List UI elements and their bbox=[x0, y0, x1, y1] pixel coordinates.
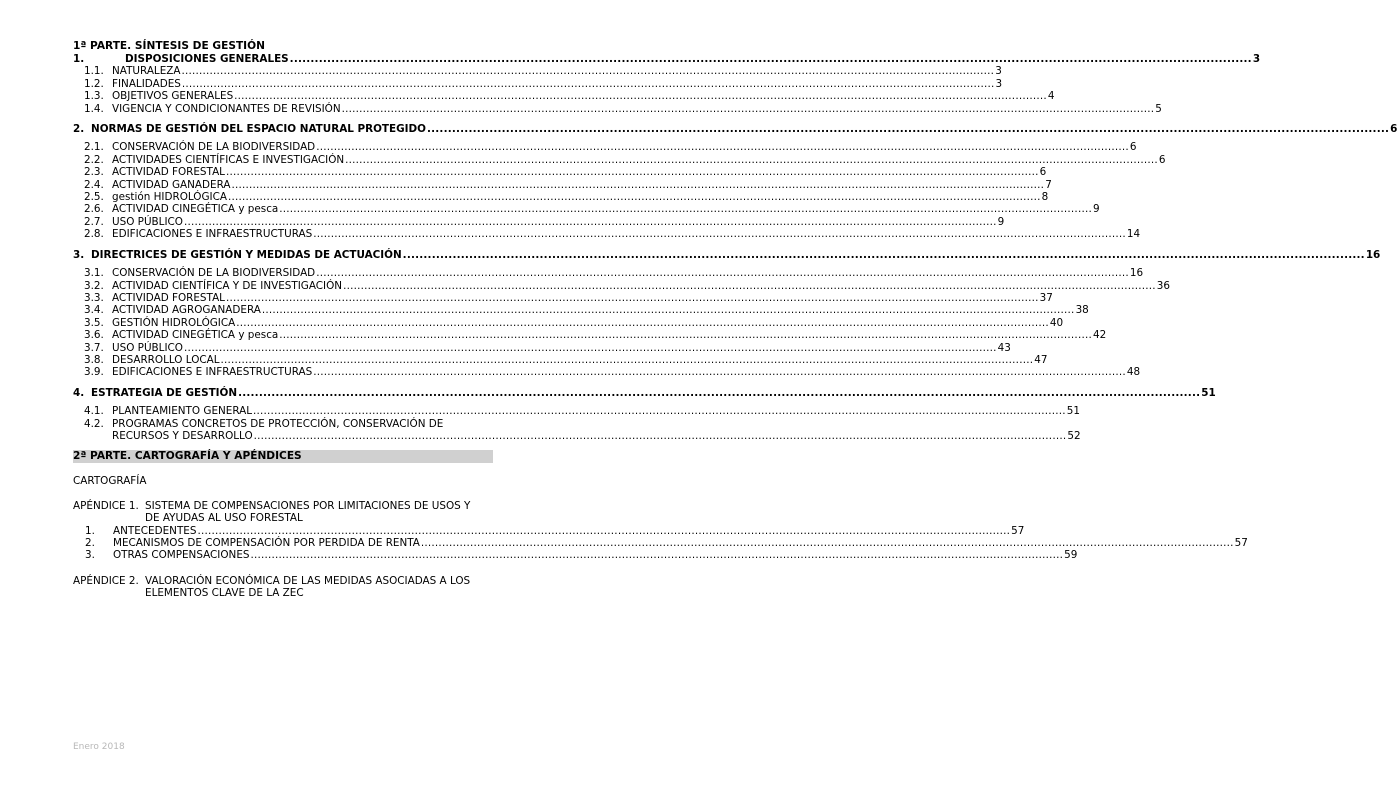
item-number: 2.4. bbox=[84, 178, 104, 191]
item-title: ACTIVIDAD FORESTAL bbox=[112, 166, 225, 179]
item-title: EDIFICACIONES E INFRAESTRUCTURAS bbox=[112, 366, 313, 379]
section-number: 2. bbox=[73, 123, 85, 136]
toc-item-2-7[interactable] bbox=[73, 215, 1005, 228]
toc-item-3-8[interactable] bbox=[73, 353, 1048, 366]
toc-item-4-1[interactable] bbox=[73, 405, 1080, 418]
page-number: 51 bbox=[1201, 386, 1216, 399]
item-title: MECANISMOS DE COMPENSACIÓN POR PERDIDA DE RENTA bbox=[113, 537, 420, 549]
page-number: 36 bbox=[1156, 279, 1170, 292]
section-title: DIRECTRICES DE GESTIÓN Y MEDIDAS DE ACTUACIÓN bbox=[91, 248, 402, 261]
leader-dots bbox=[316, 141, 1129, 153]
page-number: 48 bbox=[1126, 366, 1141, 379]
toc-item-3-7[interactable] bbox=[73, 341, 1011, 354]
toc-item-2-4[interactable] bbox=[73, 178, 1052, 191]
item-title: OTRAS COMPENSACIONES bbox=[113, 549, 250, 562]
toc-item-2-6[interactable] bbox=[73, 203, 1100, 216]
leader-dots bbox=[232, 179, 1045, 191]
item-title: VIGENCIA Y CONDICIONANTES DE REVISIÓN bbox=[112, 102, 341, 115]
toc-item-2-2[interactable] bbox=[73, 153, 1166, 166]
item-number: 1. bbox=[85, 524, 95, 537]
page-number: 42 bbox=[1092, 329, 1107, 342]
leader-dots bbox=[228, 191, 1041, 203]
item-number: 2.7. bbox=[84, 215, 104, 228]
item-number: 1.3. bbox=[84, 90, 104, 103]
toc-item-3-2[interactable] bbox=[73, 279, 1170, 292]
page-number: 14 bbox=[1126, 228, 1141, 241]
toc-item-3-1[interactable] bbox=[73, 267, 1144, 280]
page-number: 57 bbox=[1011, 524, 1025, 537]
item-title: ACTIVIDAD FORESTAL bbox=[112, 291, 225, 304]
item-title: DESARROLLO LOCAL bbox=[112, 353, 220, 366]
leader-dots bbox=[236, 317, 1049, 329]
leader-dots bbox=[221, 354, 1034, 366]
appendix-title bbox=[145, 500, 493, 525]
item-number: 3.6. bbox=[84, 329, 104, 342]
cartografia-heading[interactable]: CARTOGRAFÍA bbox=[73, 475, 147, 488]
item-number: 2.6. bbox=[84, 203, 104, 216]
part2-title: 2ª PARTE. CARTOGRAFÍA Y APÉNDICES bbox=[73, 450, 493, 463]
section-number: 1. bbox=[73, 53, 85, 65]
item-title: NATURALEZA bbox=[112, 65, 181, 78]
appendix-2[interactable] bbox=[73, 575, 493, 600]
appendix-1-item-1[interactable] bbox=[73, 524, 1025, 537]
section-number: 4. bbox=[73, 386, 85, 399]
item-number: 4.2. bbox=[84, 417, 104, 430]
toc-item-3-3[interactable] bbox=[73, 291, 1053, 304]
toc-item-2-5[interactable] bbox=[73, 191, 1049, 204]
item-number: 3.8. bbox=[84, 353, 104, 366]
item-title-continued: RECURSOS Y DESARROLLO bbox=[112, 429, 253, 442]
leader-dots bbox=[421, 537, 1234, 549]
leader-dots bbox=[290, 53, 1252, 65]
leader-dots bbox=[345, 154, 1158, 166]
appendix-1-item-2[interactable] bbox=[73, 537, 1248, 549]
item-number: 3.2. bbox=[84, 279, 104, 292]
item-number: 1.2. bbox=[84, 77, 104, 90]
item-title: FINALIDADES bbox=[112, 77, 181, 90]
footer-date: Enero 2018 bbox=[73, 742, 125, 752]
toc-section-3[interactable] bbox=[73, 248, 1381, 261]
page-number: 6 bbox=[1039, 166, 1047, 179]
toc-item-4-2-line1[interactable] bbox=[73, 418, 493, 430]
leader-dots bbox=[254, 430, 1067, 442]
toc-item-1-3[interactable] bbox=[73, 90, 1055, 103]
page-number: 47 bbox=[1034, 353, 1048, 366]
leader-dots bbox=[343, 280, 1156, 292]
item-title: USO PÚBLICO bbox=[112, 215, 183, 228]
appendix-title-line2: ELEMENTOS CLAVE DE LA ZEC bbox=[145, 587, 304, 600]
toc-item-1-2[interactable] bbox=[73, 77, 1003, 90]
toc-item-1-1[interactable] bbox=[73, 65, 1002, 78]
page-number: 8 bbox=[1041, 191, 1049, 204]
section-title: DISPOSICIONES GENERALES bbox=[125, 53, 289, 65]
part1-title: 1ª PARTE. SÍNTESIS DE GESTIÓN bbox=[73, 40, 265, 52]
leader-dots bbox=[316, 267, 1129, 279]
item-number: 2.8. bbox=[84, 228, 104, 241]
item-title: GESTIÓN HIDROLÓGICA bbox=[112, 316, 236, 329]
item-title: ANTECEDENTES bbox=[113, 524, 197, 537]
item-number: 3. bbox=[85, 549, 95, 562]
leader-dots bbox=[313, 228, 1126, 240]
item-number: 2.1. bbox=[84, 141, 104, 154]
item-title: ACTIVIDAD CIENTÍFICA Y DE INVESTIGACIÓN bbox=[112, 279, 343, 292]
leader-dots bbox=[250, 549, 1063, 561]
appendix-label: APÉNDICE 2. bbox=[73, 574, 139, 587]
item-title: gestión HIDROLÓGICA bbox=[112, 191, 227, 204]
table-of-contents bbox=[73, 40, 1397, 600]
toc-item-4-2-line2[interactable] bbox=[73, 429, 1081, 442]
page-number: 6 bbox=[1390, 123, 1397, 136]
page-number: 3 bbox=[1252, 53, 1261, 65]
item-title: EDIFICACIONES E INFRAESTRUCTURAS bbox=[112, 228, 313, 241]
item-number: 1.1. bbox=[84, 65, 104, 78]
item-number: 3.9. bbox=[84, 366, 104, 379]
item-number: 4.1. bbox=[84, 405, 104, 418]
section-number: 3. bbox=[73, 248, 85, 261]
toc-item-1-4[interactable] bbox=[73, 102, 1162, 115]
leader-dots bbox=[262, 304, 1075, 316]
item-title: ACTIVIDAD CINEGÉTICA y pesca bbox=[112, 203, 279, 216]
toc-section-1[interactable] bbox=[73, 53, 1261, 65]
item-title: PROGRAMAS CONCRETOS DE PROTECCIÓN, CONSERVACIÓN DE bbox=[112, 417, 444, 430]
toc-item-3-4[interactable] bbox=[73, 304, 1089, 317]
page-number: 7 bbox=[1045, 178, 1052, 191]
appendix-title bbox=[145, 575, 493, 600]
toc-section-4[interactable] bbox=[73, 386, 1216, 399]
page-number: 43 bbox=[997, 341, 1011, 354]
leader-dots bbox=[226, 166, 1039, 178]
item-title: ACTIVIDAD AGROGANADERA bbox=[112, 304, 261, 317]
leader-dots bbox=[253, 405, 1066, 417]
leader-dots bbox=[197, 525, 1010, 537]
page-number: 57 bbox=[1234, 537, 1248, 549]
page-number: 6 bbox=[1158, 153, 1166, 166]
page-number: 59 bbox=[1064, 549, 1078, 562]
appendix-title-line1: VALORACIÓN ECONÓMICA DE LAS MEDIDAS ASOCIADAS A LOS bbox=[145, 574, 471, 587]
toc-section-2[interactable] bbox=[73, 123, 1397, 136]
item-number: 2.2. bbox=[84, 153, 104, 166]
leader-dots bbox=[184, 342, 997, 354]
appendix-title-line2: DE AYUDAS AL USO FORESTAL bbox=[145, 512, 303, 525]
item-title: USO PÚBLICO bbox=[112, 341, 183, 354]
toc-item-2-3[interactable] bbox=[73, 166, 1047, 179]
item-number: 3.4. bbox=[84, 304, 104, 317]
toc-item-3-6[interactable] bbox=[73, 329, 1107, 342]
page-number: 6 bbox=[1129, 141, 1137, 154]
page-number: 16 bbox=[1129, 267, 1144, 280]
page-number: 4 bbox=[1047, 90, 1055, 103]
item-number: 3.7. bbox=[84, 341, 104, 354]
leader-dots bbox=[238, 387, 1200, 399]
section-title: ESTRATEGIA DE GESTIÓN bbox=[91, 386, 238, 399]
item-number: 2. bbox=[85, 537, 95, 549]
toc-item-2-8[interactable] bbox=[73, 228, 1141, 241]
leader-dots bbox=[182, 78, 995, 90]
item-title: ACTIVIDAD CINEGÉTICA y pesca bbox=[112, 329, 279, 342]
item-title: ACTIVIDAD GANADERA bbox=[112, 178, 231, 191]
leader-dots bbox=[342, 103, 1155, 115]
item-title: OBJETIVOS GENERALES bbox=[112, 90, 234, 103]
page-number: 51 bbox=[1066, 405, 1080, 418]
leader-dots bbox=[226, 292, 1039, 304]
page-number: 9 bbox=[997, 215, 1005, 228]
item-title: CONSERVACIÓN DE LA BIODIVERSIDAD bbox=[112, 141, 316, 154]
page-number: 9 bbox=[1092, 203, 1100, 216]
item-title: ACTIVIDADES CIENTÍFICAS E INVESTIGACIÓN bbox=[112, 153, 345, 166]
toc-item-2-1[interactable] bbox=[73, 141, 1137, 154]
page-number: 38 bbox=[1075, 304, 1089, 317]
item-number: 3.1. bbox=[84, 267, 104, 280]
leader-dots bbox=[234, 90, 1047, 102]
leader-dots bbox=[279, 329, 1092, 341]
page-number: 3 bbox=[995, 77, 1003, 90]
page-number: 40 bbox=[1049, 316, 1064, 329]
page-number: 52 bbox=[1067, 429, 1081, 442]
leader-dots bbox=[279, 203, 1092, 215]
leader-dots bbox=[403, 249, 1365, 261]
leader-dots bbox=[182, 65, 995, 77]
appendix-1-item-3[interactable] bbox=[73, 549, 1078, 562]
leader-dots bbox=[313, 366, 1126, 378]
toc-item-3-9[interactable] bbox=[73, 366, 1141, 379]
item-number: 2.3. bbox=[84, 166, 104, 179]
page-number: 37 bbox=[1039, 291, 1053, 304]
appendix-1[interactable] bbox=[73, 500, 493, 525]
page-number: 16 bbox=[1365, 248, 1381, 261]
leader-dots bbox=[184, 216, 997, 228]
item-title: CONSERVACIÓN DE LA BIODIVERSIDAD bbox=[112, 267, 316, 280]
page-number: 3 bbox=[995, 65, 1002, 78]
leader-dots bbox=[427, 123, 1389, 135]
section-title: NORMAS DE GESTIÓN DEL ESPACIO NATURAL PROTEGIDO bbox=[91, 123, 426, 136]
item-title: PLANTEAMIENTO GENERAL bbox=[112, 405, 253, 418]
toc-item-3-5[interactable] bbox=[73, 316, 1064, 329]
page-number: 5 bbox=[1155, 102, 1162, 115]
appendix-title-line1: SISTEMA DE COMPENSACIONES POR LIMITACIONES DE USOS Y bbox=[145, 499, 471, 512]
item-number: 2.5. bbox=[84, 191, 104, 204]
appendix-label: APÉNDICE 1. bbox=[73, 499, 139, 512]
item-number: 1.4. bbox=[84, 102, 104, 115]
item-number: 3.3. bbox=[84, 291, 104, 304]
item-number: 3.5. bbox=[84, 316, 104, 329]
